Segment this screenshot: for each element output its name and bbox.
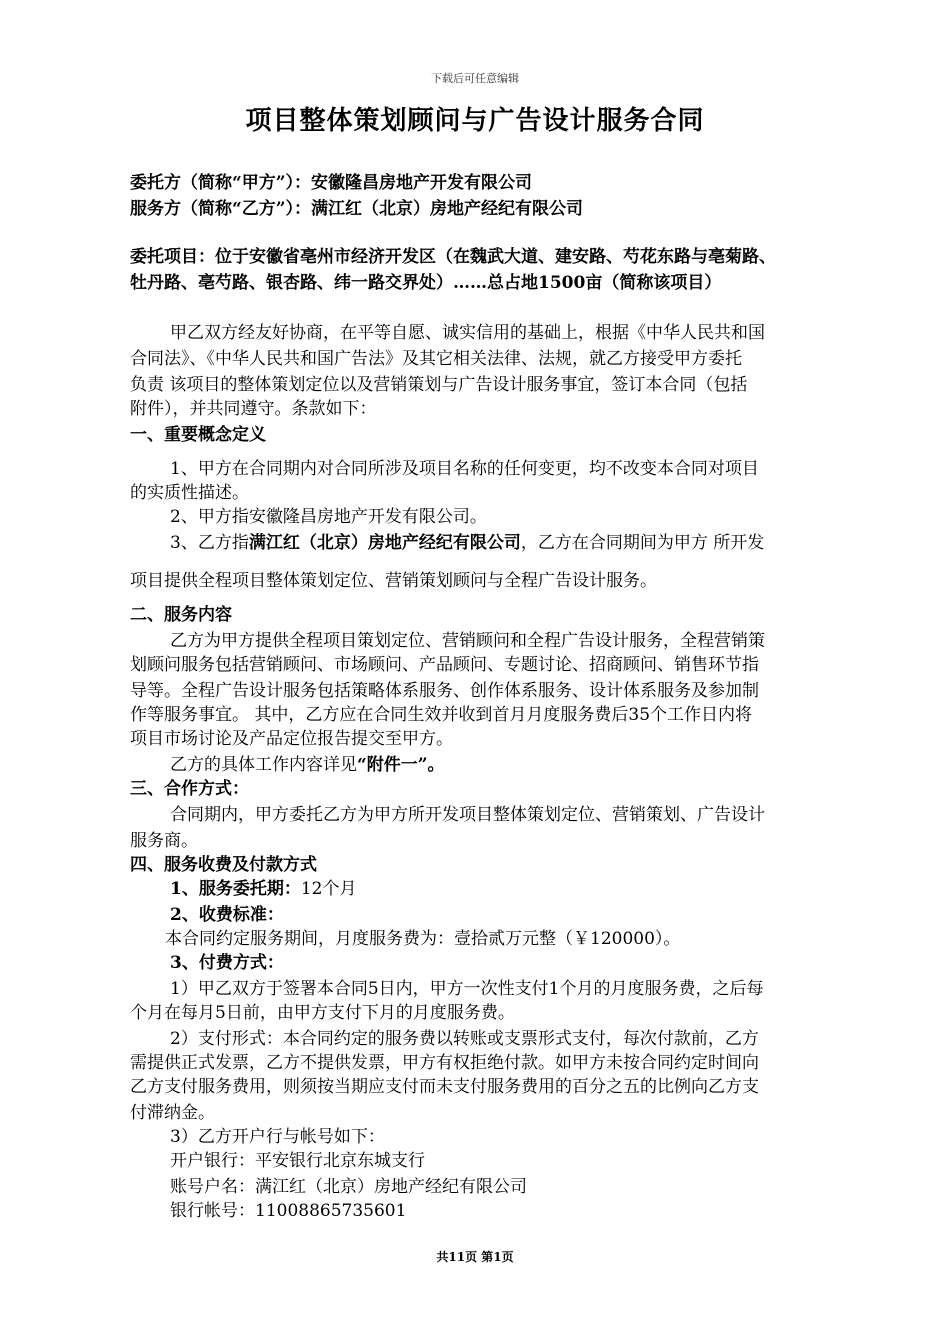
project-line-1: 委托项目：位于安徽省亳州市经济开发区（在魏武大道、建安路、芍花东路与亳菊路、: [130, 247, 776, 267]
clause-3-tail: ，乙方在合同期间为甲方 所开发: [520, 533, 765, 553]
section-3-heading: 三、合作方式：: [130, 779, 249, 799]
sec2-detail: [170, 750, 445, 775]
payment-label: 3、付费方式：: [170, 953, 284, 973]
term-label: 1、服务委托期：: [170, 879, 301, 899]
client-party: 委托方（简称“甲方”）：安徽隆昌房地产开发有限公司: [130, 173, 533, 193]
payment-1: 1）甲乙双方于签署本合同5日内，甲方一次性支付1个月的月度服务费，之后每: [170, 979, 764, 999]
payment-2-cont: 付滞纳金。: [130, 1103, 215, 1123]
sec2-line: 划顾问服务包括营销顾问、市场顾问、产品顾问、专题讨论、招商顾问、销售环节指: [130, 655, 759, 675]
clause-3-lead: 3、乙方指: [170, 533, 249, 553]
payment-2: 2）支付形式：本合同约定的服务费以转账或支票形式支付，每次付款前，乙方: [170, 1029, 759, 1049]
intro-line: 负责 该项目的整体策划定位以及营销策划与广告设计服务事宜，签订本合同（包括: [130, 375, 748, 395]
account-name: 账号户名：满江红（北京）房地产经纪有限公司: [170, 1177, 527, 1197]
section-4-heading: 四、服务收费及付款方式: [130, 855, 317, 875]
payment-3: 3）乙方开户行与帐号如下：: [170, 1127, 385, 1147]
fee-label: 2、收费标准：: [170, 905, 284, 925]
sec1-clause-1: 1、甲方在合同期内对合同所涉及项目名称的任何变更，均不改变本合同对项目: [170, 459, 759, 479]
sec3-line: 服务商。: [130, 831, 198, 851]
sec2-line: 乙方为甲方提供全程项目策划定位、营销顾问和全程广告设计服务，全程营销策: [170, 631, 765, 651]
intro-line: 附件），并共同遵守。条款如下：: [130, 399, 377, 419]
section-2-heading: 二、服务内容: [130, 605, 232, 625]
page-footer: 共11页 第1页: [436, 1250, 514, 1264]
intro-line: 合同法》、《中华人民共和国广告法》及其它相关法律、法规，就乙方接受甲方委托: [130, 349, 742, 369]
sec2-line: 导等。全程广告设计服务包括策略体系服务、创作体系服务、设计体系服务及参加制: [130, 681, 759, 701]
payment-2-cont: 乙方支付服务费用，则须按当期应支付而未支付服务费用的百分之五的比例向乙方支: [130, 1077, 759, 1097]
payment-1-cont: 个月在每月5日前，由甲方支付下月的月度服务费。: [130, 1003, 515, 1023]
detail-text: 乙方的具体工作内容详见: [170, 755, 357, 775]
provider-party: 服务方（简称“乙方”）：满江红（北京）房地产经纪有限公司: [130, 199, 584, 219]
payment-2-cont: 需提供正式发票，乙方不提供发票，甲方有权拒绝付款。如甲方未按合同约定时间向: [130, 1053, 759, 1073]
account-number: 银行帐号：11008865735601: [170, 1201, 407, 1221]
sec1-clause-2: 2、甲方指安徽隆昌房地产开发有限公司。: [170, 507, 487, 527]
section-1-heading: 一、重要概念定义: [130, 425, 266, 445]
intro-line: 甲乙双方经友好协商，在平等自愿、诚实信用的基础上，根据《中华人民共和国: [170, 323, 765, 343]
sec1-clause-3: [170, 528, 764, 553]
header-note: 下载后可任意编辑: [431, 72, 519, 85]
service-term: [170, 874, 356, 899]
document-title: 项目整体策划顾问与广告设计服务合同: [245, 106, 705, 136]
fee-text: 本合同约定服务期间，月度服务费为：壹拾贰万元整（￥120000）。: [165, 929, 681, 949]
bank-name: 开户银行：平安银行北京东城支行: [170, 1151, 425, 1171]
term-value: 12个月: [300, 879, 357, 899]
attachment-ref: “附件一”。: [357, 755, 445, 775]
sec3-line: 合同期内，甲方委托乙方为甲方所开发项目整体策划定位、营销策划、广告设计: [170, 805, 765, 825]
sec1-clause-1-cont: 的实质性描述。: [130, 483, 249, 503]
sec2-line: 项目市场讨论及产品定位报告提交至甲方。: [130, 729, 453, 749]
sec1-clause-3-cont: 项目提供全程项目整体策划定位、营销策划顾问与全程广告设计服务。: [130, 571, 657, 591]
provider-name-bold: 满江红（北京）房地产经纪有限公司: [248, 533, 521, 553]
project-line-2: 牡丹路、亳芍路、银杏路、纬一路交界处）……总占地1500亩（简称该项目）: [130, 273, 722, 293]
sec2-line: 作等服务事宜。 其中，乙方应在合同生效并收到首月月度服务费后35个工作日内将: [130, 705, 753, 725]
